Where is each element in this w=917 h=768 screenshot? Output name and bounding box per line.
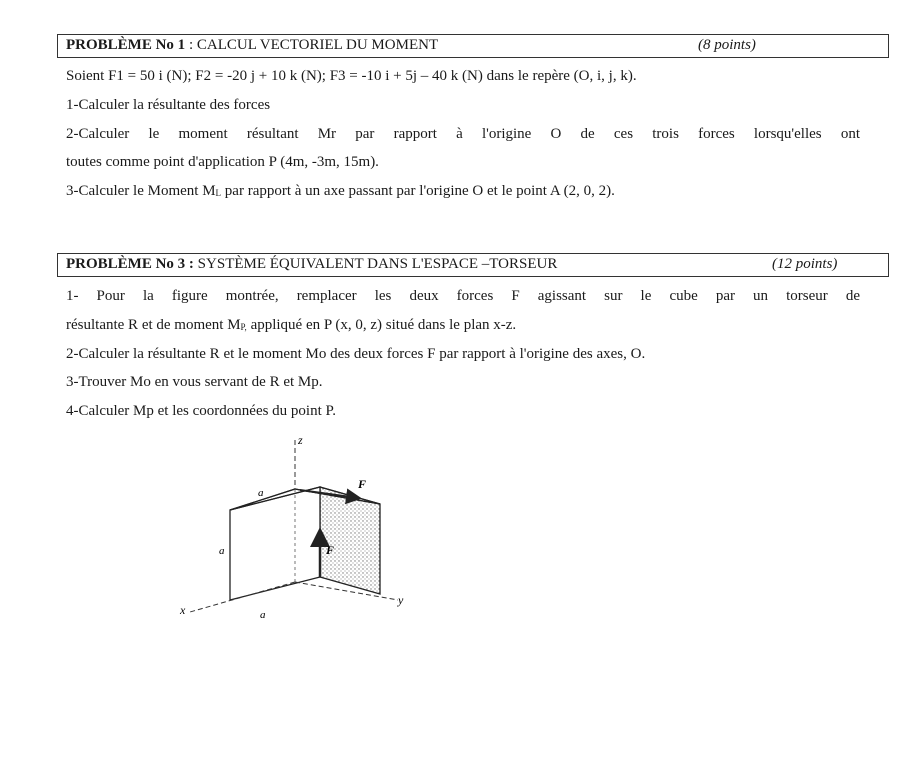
problem3-question-2: 2-Calculer la résultante R et le moment Mo des deux forces F par rapport à l'origine des axes, O. (66, 346, 646, 362)
problem3-header (57, 253, 889, 277)
problem1-question-2-line1: 2-Calculer le moment résultant Mr par rapport à l'origine O de ces trois forces lorsqu'elles ont (66, 126, 860, 142)
label-edge-left: a (219, 545, 225, 557)
problem3-question-1-line2 (66, 317, 516, 334)
problem1-q3-post: par rapport à un axe passant par l'origine O et le point A (2, 0, 2). (221, 183, 615, 199)
label-edge-bottom: a (260, 609, 266, 621)
label-y: y (398, 593, 404, 607)
problem1-title-bold: PROBLÈME No 1 (66, 37, 186, 53)
problem3-question-1-line1: 1- Pour la figure montrée, remplacer les deux forces F agissant sur le cube par un torseur de (66, 288, 860, 304)
label-force-side: F (326, 543, 335, 557)
problem3-question-3: 3-Trouver Mo en vous servant de R et Mp. (66, 374, 323, 390)
problem1-title-rest: : CALCUL VECTORIEL DU MOMENT (185, 37, 439, 53)
problem3-q1b-post: appliqué en P (x, 0, z) situé dans le plan x-z. (246, 317, 517, 333)
problem3-points: (12 points) (772, 256, 838, 272)
cube-figure (130, 432, 430, 632)
problem3-q1b-sub: P, (240, 322, 247, 332)
label-edge-top: a (258, 487, 264, 499)
cube-front-face (230, 487, 320, 600)
label-force-top: F (358, 477, 367, 491)
problem1-points: (8 points) (698, 37, 756, 53)
problem1-question-3 (66, 183, 615, 200)
problem1-forces-line: Soient F1 = 50 i (N); F2 = -20 j + 10 k (N); F3 = -10 i + 5j – 40 k (N) dans le repère (O, i, j, k). (66, 68, 637, 84)
problem3-title-bold: PROBLÈME No 3 : (66, 256, 194, 272)
label-x: x (180, 603, 186, 617)
problem1-q3-sub: L (215, 188, 222, 198)
problem3-q1b-pre: résultante R et de moment M (66, 317, 241, 333)
problem1-question-2-line2: toutes comme point d'application P (4m, -3m, 15m). (66, 154, 379, 170)
problem3-title-rest: SYSTÈME ÉQUIVALENT DANS L'ESPACE –TORSEUR (193, 256, 558, 272)
label-z: z (298, 433, 303, 447)
problem1-header (57, 34, 889, 58)
problem3-question-4: 4-Calculer Mp et les coordonnées du point P. (66, 403, 336, 419)
problem1-q3-pre: 3-Calculer le Moment M (66, 183, 216, 199)
problem1-question-1: 1-Calculer la résultante des forces (66, 97, 271, 113)
